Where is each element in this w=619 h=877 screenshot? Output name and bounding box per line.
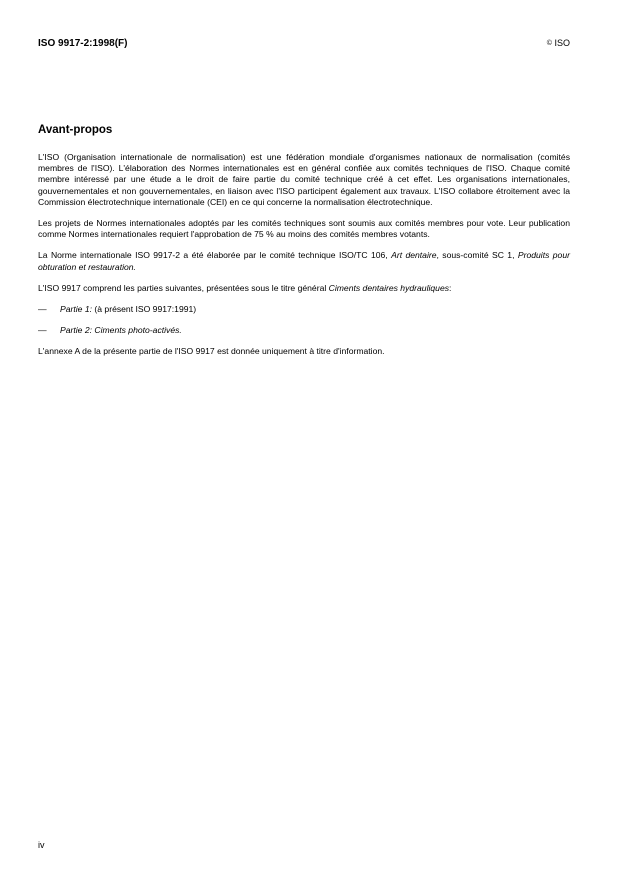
copyright-owner: ISO (554, 38, 570, 48)
dash-marker: — (38, 325, 47, 336)
list-item-content (60, 325, 182, 336)
part-text: (à présent ISO 9917:1991) (92, 304, 197, 315)
committee-name: Art dentaire (391, 250, 437, 261)
paragraph-committee (38, 250, 570, 272)
parts-intro-colon: : (449, 282, 452, 293)
paragraph-annex: L'annexe A de la présente partie de l'ISO 9917 est donnée uniquement à titre d'information. (38, 346, 385, 357)
paragraph-parts-intro (38, 283, 570, 294)
page-number: iv (38, 840, 45, 850)
subcommittee-name: Produits pour obturation et restauration. (38, 250, 570, 272)
document-id: ISO 9917-2:1998(F) (38, 38, 128, 49)
list-item (38, 325, 570, 336)
part-label: Partie 2: Ciments photo-activés. (60, 325, 182, 336)
part-label: Partie 1: (60, 304, 93, 315)
copyright-symbol: © (546, 40, 552, 47)
general-title: Ciments dentaires hydrauliques (328, 282, 450, 293)
list-item (38, 304, 570, 315)
paragraph-voting: Les projets de Normes internationales adoptés par les comités techniques sont soumis aux comités membres pour vote. Leur publication comme Normes internationales requiert l'approbation de 75 % au moins des comités membres votants. (38, 218, 570, 240)
section-title: Avant-propos (38, 124, 113, 136)
foreword-body (38, 152, 570, 368)
paragraph-committee-text-2: , sous-comité SC 1, (436, 250, 518, 261)
paragraph-iso-organisation: L'ISO (Organisation internationale de normalisation) est une fédération mondiale d'organismes nationaux de normalisation (comités membres de l'ISO). L'élaboration des Normes internationales est en général confiée aux comités techniques de l'ISO. Chaque comité membre intéressé par une étude a le droit de faire partie du comité technique créé à cet effet. Les organisations internationales, gouvernementales et non gouvernementales, en liaison avec l'ISO participent également aux travaux. L'ISO collabore étroitement avec la Commission électrotechnique internationale (CEI) en ce qui concerne la normalisation électrotechnique. (38, 152, 570, 207)
parts-intro-text: L'ISO 9917 comprend les parties suivantes, présentées sous le titre général (38, 282, 329, 293)
dash-marker: — (38, 304, 47, 315)
copyright-notice (547, 38, 570, 48)
list-item-content (60, 304, 196, 315)
paragraph-committee-text-1: La Norme internationale ISO 9917-2 a été élaborée par le comité technique ISO/TC 106, (38, 250, 392, 261)
